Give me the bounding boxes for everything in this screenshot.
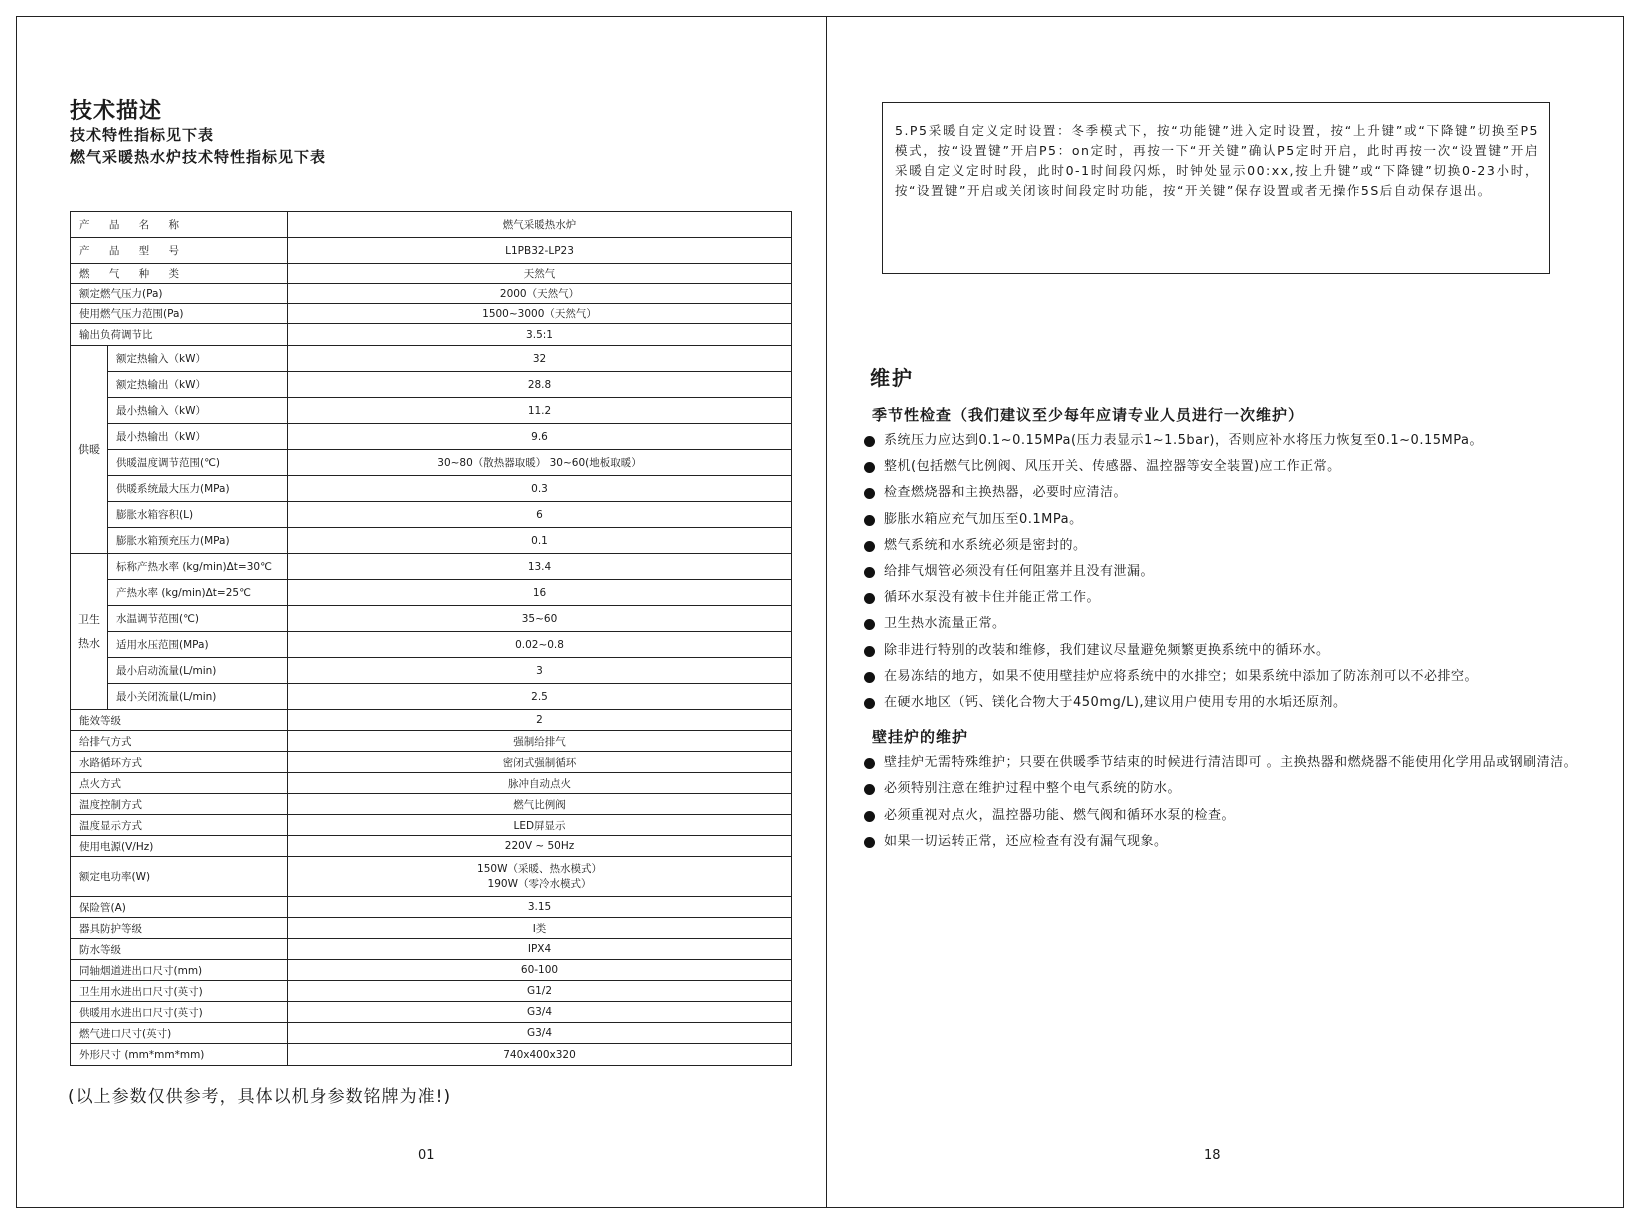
row-label: 膨胀水箱预充压力(MPa) [108, 528, 288, 554]
row-label: 燃气进口尺寸(英寸) [71, 1023, 288, 1044]
bullet-icon [864, 784, 875, 795]
bullet-icon [864, 436, 875, 447]
boiler-maintenance-title: 壁挂炉的维护 [872, 728, 969, 746]
row-label: 保险管(A) [71, 897, 288, 918]
row-label: 燃 气 种 类 [71, 264, 288, 284]
table-row [71, 773, 792, 794]
row-label: 供暖系统最大压力(MPa) [108, 476, 288, 502]
list-item-text: 卫生热水流量正常。 [884, 616, 1006, 632]
group-label-line: 卫生 [78, 612, 100, 626]
row-label: 额定燃气压力(Pa) [71, 284, 288, 304]
group-label-heating: 供暖 [71, 346, 108, 554]
list-item-text: 必须重视对点火，温控器功能、燃气阀和循环水泵的检查。 [884, 807, 1236, 823]
maintenance-title: 维护 [870, 366, 914, 390]
bullet-icon [864, 758, 875, 769]
table-row [71, 502, 792, 528]
list-item-text: 膨胀水箱应充气加压至0.1MPa。 [884, 511, 1083, 527]
group-label-line: 热水 [78, 636, 100, 650]
table-row [71, 606, 792, 632]
table-row [71, 960, 792, 981]
row-value: 2 [288, 710, 792, 731]
row-value [288, 857, 792, 897]
table-row [71, 264, 792, 284]
table-row [71, 238, 792, 264]
table-row [71, 554, 792, 580]
row-value: Ⅰ类 [288, 918, 792, 939]
list-item [864, 533, 1604, 559]
list-item [864, 776, 1604, 802]
row-value: 13.4 [288, 554, 792, 580]
row-label: 最小热输入（kW） [108, 398, 288, 424]
row-label: 外形尺寸 (mm*mm*mm) [71, 1044, 288, 1066]
row-label: 供暖温度调节范围(℃) [108, 450, 288, 476]
row-label: 最小启动流量(L/min) [108, 658, 288, 684]
list-item [864, 480, 1604, 506]
row-label: 同轴烟道进出口尺寸(mm) [71, 960, 288, 981]
row-label: 器具防护等级 [71, 918, 288, 939]
list-item-text: 必须特别注意在维护过程中整个电气系统的防水。 [884, 781, 1182, 797]
list-item-text: 如果一切运转正常，还应检查有没有漏气现象。 [884, 834, 1168, 850]
bullet-icon [864, 672, 875, 683]
row-label: 最小关闭流量(L/min) [108, 684, 288, 710]
list-item-text: 给排气烟管必须没有任何阻塞并且没有泄漏。 [884, 564, 1155, 580]
list-item-text: 系统压力应达到0.1~0.15MPa(压力表显示1~1.5bar)，否则应补水将压力恢复至0.1~0.15MPa。 [884, 433, 1483, 448]
table-row [71, 424, 792, 450]
bullet-icon [864, 567, 875, 578]
bullet-icon [864, 593, 875, 604]
section-title: 技术描述 [70, 99, 163, 124]
row-value: 28.8 [288, 372, 792, 398]
table-row [71, 450, 792, 476]
bullet-icon [864, 646, 875, 657]
table-row [71, 304, 792, 324]
row-value: 密闭式强制循环 [288, 752, 792, 773]
row-value: 0.1 [288, 528, 792, 554]
list-item [864, 507, 1604, 533]
list-item [864, 611, 1604, 637]
row-value: 3 [288, 658, 792, 684]
section-subtitle: 燃气采暖热水炉技术特性指标见下表 [70, 148, 327, 166]
row-label: 使用燃气压力范围(Pa) [71, 304, 288, 324]
row-value-line: 190W（零冷水模式） [487, 877, 592, 890]
row-label: 点火方式 [71, 773, 288, 794]
list-item [864, 664, 1604, 690]
bullet-icon [864, 837, 875, 848]
row-label: 产热水率 (kg/min)Δt=25℃ [108, 580, 288, 606]
table-row [71, 346, 792, 372]
row-value: 3.15 [288, 897, 792, 918]
page-divider [826, 16, 827, 1208]
table-row [71, 324, 792, 346]
row-label: 膨胀水箱容积(L) [108, 502, 288, 528]
list-item [864, 428, 1604, 454]
bullet-icon [864, 541, 875, 552]
table-row [71, 836, 792, 857]
row-value: 6 [288, 502, 792, 528]
table-row [71, 476, 792, 502]
spec-table [70, 211, 792, 1066]
row-value: 脉冲自动点火 [288, 773, 792, 794]
row-label: 卫生用水进出口尺寸(英寸) [71, 981, 288, 1002]
row-value: 220V ~ 50Hz [288, 836, 792, 857]
table-row [71, 580, 792, 606]
timer-setting-text: 5.P5采暖自定义定时设置：冬季模式下，按“功能键”进入定时设置，按“上升键”或“下降键”切换至P5模式，按“设置键”开启P5：on定时，再按一下“开关键”确认P5定时开启，此时再按一次“设置键”开启采暖自定义定时时段，此时0-1时间段闪烁，时钟处显示00:xx,按上升键”或“下降键”切换0-23小时，按“设置键”开启或关闭该时间段定时功能，按“开关键”保存设置或者无操作5S后自动保存退出。 [895, 123, 1539, 198]
list-item [864, 803, 1604, 829]
row-value: 740x400x320 [288, 1044, 792, 1066]
table-row [71, 658, 792, 684]
bullet-icon [864, 619, 875, 630]
row-label: 产 品 型 号 [71, 238, 288, 264]
table-row [71, 398, 792, 424]
row-value: 0.02~0.8 [288, 632, 792, 658]
row-value: G1/2 [288, 981, 792, 1002]
row-value: 32 [288, 346, 792, 372]
row-value: LED屏显示 [288, 815, 792, 836]
row-label: 产 品 名 称 [71, 212, 288, 238]
row-label: 水路循环方式 [71, 752, 288, 773]
page-number: 18 [1204, 1148, 1221, 1163]
row-value: IPX4 [288, 939, 792, 960]
list-item-text: 壁挂炉无需特殊维护；只要在供暖季节结束的时候进行清洁即可 。主换热器和燃烧器不能使用化学用品或钢刷清洁。 [884, 755, 1578, 770]
table-row [71, 1023, 792, 1044]
group-label-hot-water [71, 554, 108, 710]
row-value: 2000（天然气） [288, 284, 792, 304]
row-label: 温度控制方式 [71, 794, 288, 815]
table-row [71, 710, 792, 731]
table-row [71, 981, 792, 1002]
table-row [71, 212, 792, 238]
timer-setting-box [882, 102, 1550, 274]
list-item-text: 循环水泵没有被卡住并能正常工作。 [884, 590, 1101, 606]
row-label: 适用水压范围(MPa) [108, 632, 288, 658]
table-row [71, 794, 792, 815]
table-row [71, 918, 792, 939]
table-row [71, 632, 792, 658]
bullet-icon [864, 811, 875, 822]
table-row [71, 752, 792, 773]
list-item [864, 559, 1604, 585]
row-value: 2.5 [288, 684, 792, 710]
row-value: 燃气比例阀 [288, 794, 792, 815]
row-value: 强制给排气 [288, 731, 792, 752]
list-item [864, 585, 1604, 611]
table-row [71, 897, 792, 918]
list-item [864, 690, 1604, 716]
row-label: 能效等级 [71, 710, 288, 731]
row-value: 60-100 [288, 960, 792, 981]
row-value: 11.2 [288, 398, 792, 424]
boiler-maintenance-list [864, 750, 1604, 856]
row-label: 供暖用水进出口尺寸(英寸) [71, 1002, 288, 1023]
bullet-icon [864, 698, 875, 709]
list-item [864, 750, 1604, 776]
list-item-text: 在硬水地区（钙、镁化合物大于450mg/L),建议用户使用专用的水垢还原剂。 [884, 695, 1347, 711]
row-label: 输出负荷调节比 [71, 324, 288, 346]
seasonal-check-list [864, 428, 1604, 716]
bullet-icon [864, 515, 875, 526]
table-row [71, 372, 792, 398]
row-value: 9.6 [288, 424, 792, 450]
section-subtitle: 技术特性指标见下表 [70, 126, 215, 144]
list-item-text: 在易冻结的地方，如果不使用壁挂炉应将系统中的水排空；如果系统中添加了防冻剂可以不必排空。 [884, 668, 1479, 684]
table-row [71, 284, 792, 304]
disclaimer-note: (以上参数仅供参考，具体以机身参数铭牌为准!) [68, 1087, 452, 1107]
row-value: 16 [288, 580, 792, 606]
row-label: 额定电功率(W) [71, 857, 288, 897]
table-row [71, 1044, 792, 1066]
row-label: 使用电源(V/Hz) [71, 836, 288, 857]
row-value: 天然气 [288, 264, 792, 284]
row-label: 标称产热水率 (kg/min)Δt=30℃ [108, 554, 288, 580]
table-row [71, 857, 792, 897]
row-value-line: 150W（采暖、热水模式） [477, 862, 602, 875]
row-label: 额定热输出（kW） [108, 372, 288, 398]
row-value: 3.5:1 [288, 324, 792, 346]
page-number: 01 [418, 1148, 435, 1163]
list-item [864, 638, 1604, 664]
row-label: 防水等级 [71, 939, 288, 960]
table-row [71, 731, 792, 752]
row-value: 燃气采暖热水炉 [288, 212, 792, 238]
list-item-text: 燃气系统和水系统必须是密封的。 [884, 537, 1087, 553]
list-item-text: 整机(包括燃气比例阀、风压开关、传感器、温控器等安全装置)应工作正常。 [884, 459, 1341, 475]
table-row [71, 939, 792, 960]
table-row [71, 684, 792, 710]
bullet-icon [864, 462, 875, 473]
table-row [71, 528, 792, 554]
seasonal-check-title: 季节性检查（我们建议至少每年应请专业人员进行一次维护） [872, 406, 1305, 424]
row-label: 温度显示方式 [71, 815, 288, 836]
row-value: G3/4 [288, 1002, 792, 1023]
row-label: 最小热输出（kW） [108, 424, 288, 450]
bullet-icon [864, 488, 875, 499]
row-value: 30~80（散热器取暖） 30~60(地板取暖） [288, 450, 792, 476]
row-value: 35~60 [288, 606, 792, 632]
row-value: G3/4 [288, 1023, 792, 1044]
row-value: 0.3 [288, 476, 792, 502]
row-label: 水温调节范围(℃) [108, 606, 288, 632]
list-item-text: 检查燃烧器和主换热器，必要时应清洁。 [884, 485, 1128, 501]
row-label: 给排气方式 [71, 731, 288, 752]
row-label: 额定热输入（kW） [108, 346, 288, 372]
row-value: L1PB32-LP23 [288, 238, 792, 264]
table-row [71, 1002, 792, 1023]
table-row [71, 815, 792, 836]
row-value: 1500~3000（天然气） [288, 304, 792, 324]
list-item [864, 829, 1604, 855]
list-item-text: 除非进行特别的改装和维修，我们建议尽量避免频繁更换系统中的循环水。 [884, 642, 1330, 658]
list-item [864, 454, 1604, 480]
